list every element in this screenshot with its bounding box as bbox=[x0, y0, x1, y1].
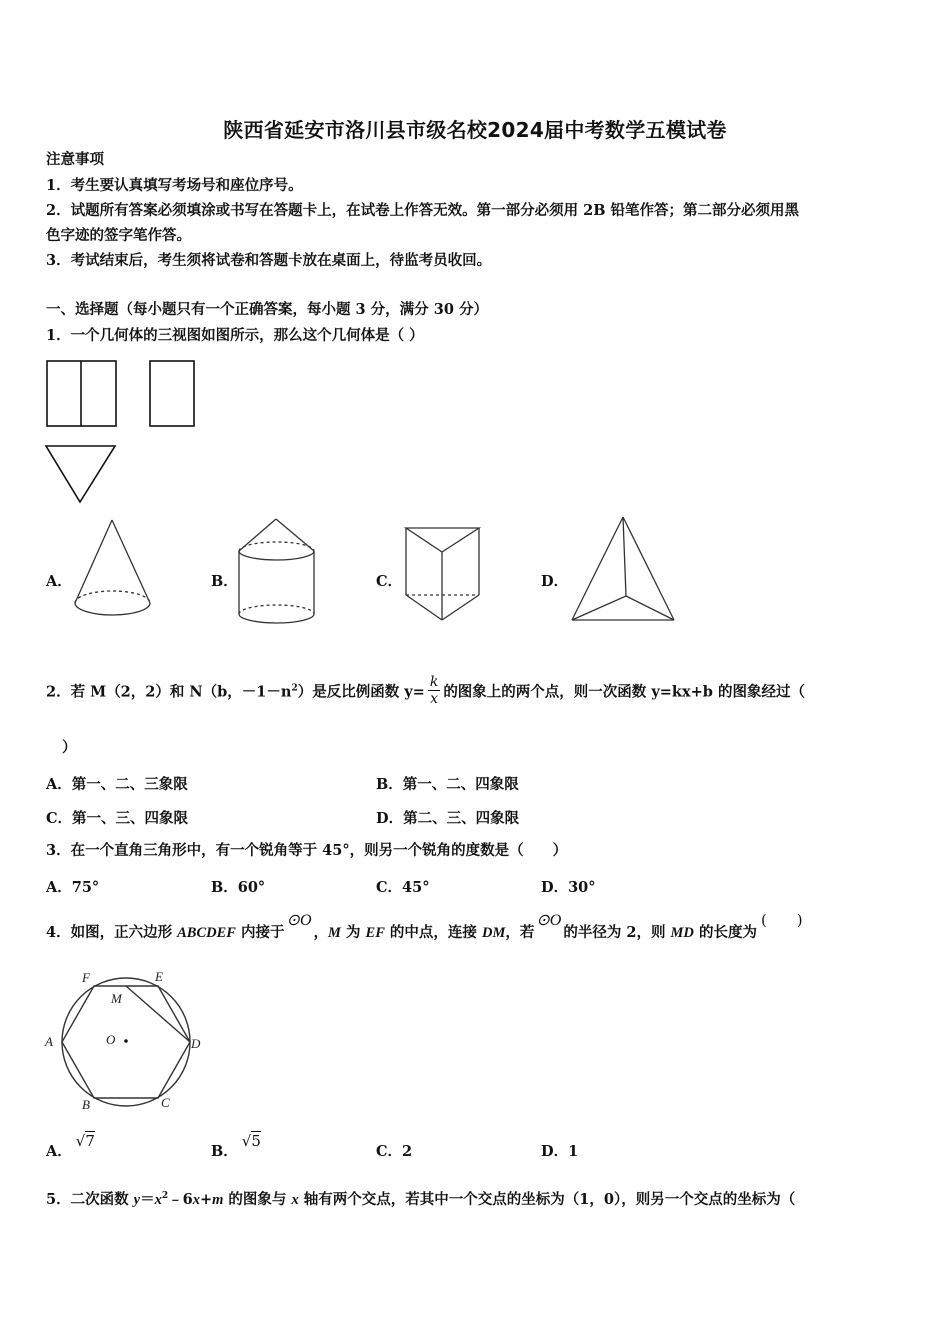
q1-option-a-label[interactable]: A． bbox=[46, 573, 72, 590]
page-title: 陕西省延安市洛川县市级名校2024届中考数学五模试卷 bbox=[223, 118, 727, 142]
q1-option-b-label[interactable]: B． bbox=[211, 573, 238, 590]
q5-stem: 5．二次函数 $y=x^2﹣6x+m$ 的图象与 x 轴有两个交点，若其中一个交点的坐标为（1，0），则另一个交点的坐标为（ bbox=[46, 1190, 796, 1208]
notice-item-3: 3．考试结束后，考生须将试卷和答题卡放在桌面上，待监考员收回。 bbox=[46, 252, 492, 269]
q1-option-c-prism[interactable] bbox=[400, 520, 490, 628]
notice-heading: 注意事项 bbox=[46, 151, 104, 168]
q1-option-a-cone[interactable] bbox=[70, 515, 160, 627]
circle-o-symbol: ⊙O bbox=[286, 912, 312, 929]
label-d: D bbox=[191, 1036, 201, 1051]
q3-option-b[interactable]: B．60° bbox=[211, 879, 266, 896]
fraction-numerator: k bbox=[429, 674, 439, 690]
fraction-denominator: x bbox=[430, 691, 439, 707]
q2-option-d[interactable]: D．第二、三、四象限 bbox=[376, 810, 520, 827]
label-m: M bbox=[111, 991, 122, 1006]
label-e: E bbox=[155, 969, 163, 984]
q3-option-d[interactable]: D．30° bbox=[541, 879, 596, 896]
q2-option-b[interactable]: B．第一、二、四象限 bbox=[376, 776, 519, 793]
q1-option-d-pyramid[interactable] bbox=[566, 512, 681, 627]
segment-md bbox=[126, 986, 190, 1042]
q2-option-a[interactable]: A．第一、二、三象限 bbox=[46, 776, 188, 793]
q4-option-d[interactable]: D．1 bbox=[541, 1143, 579, 1160]
q4-answer-paren: ( ) bbox=[760, 911, 803, 929]
q4-hexagon-figure bbox=[40, 965, 215, 1115]
sqrt-icon: √ bbox=[75, 1132, 86, 1150]
circle-o-symbol-2: ⊙O bbox=[536, 912, 562, 929]
q1-option-c-label[interactable]: C． bbox=[376, 573, 403, 590]
notice-item-2a: 2．试题所有答案必须填涂或书写在答题卡上，在试卷上作答无效。第一部分必须用 2B 铅笔作答；第二部分必须用黑 bbox=[46, 202, 800, 219]
label-c: C bbox=[161, 1095, 170, 1110]
side-view bbox=[150, 361, 194, 426]
notice-item-2b: 色字迹的签字笔作答。 bbox=[46, 227, 191, 244]
q4-option-a[interactable]: A．√7 bbox=[46, 1132, 95, 1160]
label-b: B bbox=[82, 1097, 90, 1112]
q1-three-views-figure bbox=[40, 355, 210, 510]
q4-stem: 4．如图，正六边形 ABCDEF 内接于⊙O，M 为 EF 的中点，连接 DM，若⊙O的半径为 2，则 MD 的长度为( ) bbox=[46, 911, 803, 941]
q1-option-b-cone-cylinder[interactable] bbox=[234, 515, 324, 627]
q2-stem: 2．若 M（2，2）和 N（b，$-1-n^2$）是反比例函数 y= $\frac{k}{x}$ 的图象上的两个点，则一次函数 y=kx+b 的图象经过（ bbox=[46, 674, 805, 707]
q3-option-a[interactable]: A．75° bbox=[46, 879, 100, 896]
top-view bbox=[46, 446, 115, 502]
q3-stem: 3．在一个直角三角形中，有一个锐角等于 45°，则另一个锐角的度数是（ ） bbox=[46, 842, 568, 859]
q3-option-c[interactable]: C．45° bbox=[376, 879, 430, 896]
q1-option-d-label[interactable]: D． bbox=[541, 573, 569, 590]
label-f: F bbox=[82, 970, 90, 985]
section-heading: 一、选择题（每小题只有一个正确答案，每小题 3 分，满分 30 分） bbox=[46, 301, 488, 318]
label-o: O bbox=[106, 1032, 116, 1047]
sqrt-icon: √ bbox=[241, 1132, 252, 1150]
q4-option-c[interactable]: C．2 bbox=[376, 1143, 413, 1160]
label-a: A bbox=[45, 1034, 53, 1049]
q1-stem: 1．一个几何体的三视图如图所示，那么这个几何体是（ ） bbox=[46, 327, 424, 344]
q2-close-paren: ） bbox=[62, 739, 77, 756]
notice-item-1: 1．考生要认真填写考场号和座位序号。 bbox=[46, 177, 303, 194]
q2-option-c[interactable]: C．第一、三、四象限 bbox=[46, 810, 189, 827]
q4-option-b[interactable]: B．√5 bbox=[211, 1132, 261, 1160]
center-dot bbox=[124, 1039, 128, 1043]
